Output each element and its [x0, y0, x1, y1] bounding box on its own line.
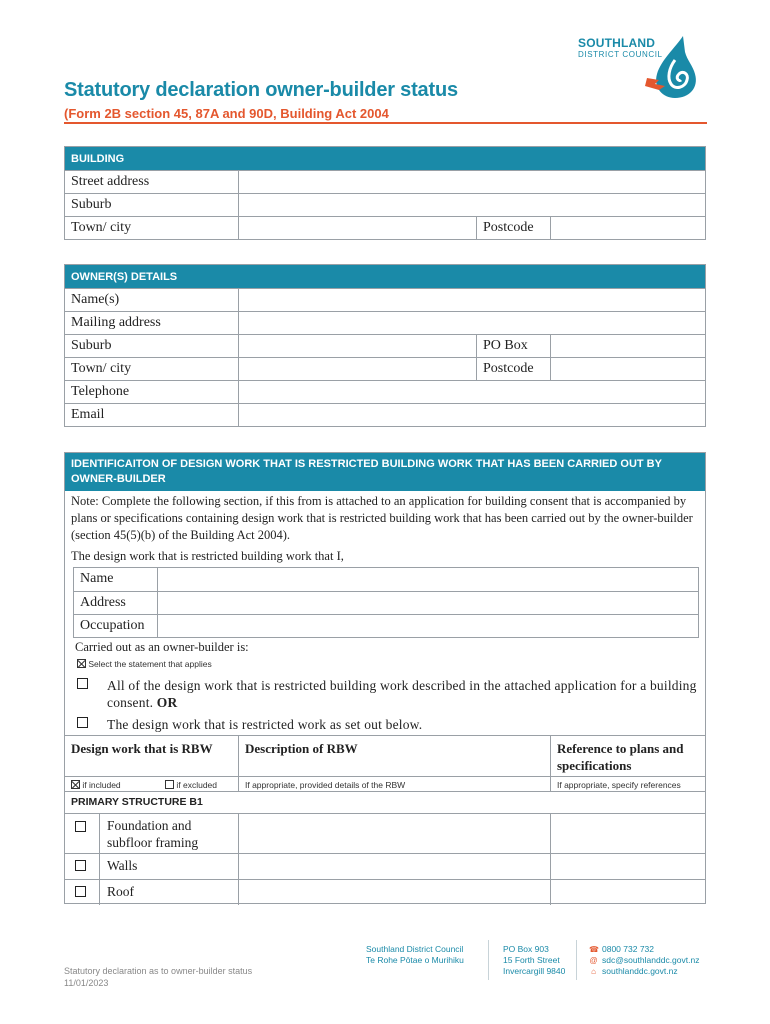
suburb-label: Suburb	[65, 194, 239, 216]
town-city-field[interactable]	[239, 217, 477, 239]
email-label: Email	[65, 404, 239, 426]
statement-1-text: All of the design work that is restricted building work described in the attached application for a building consent.	[107, 678, 697, 710]
if-excluded-hint	[165, 780, 217, 790]
select-hint-text: Select the statement that applies	[88, 659, 212, 669]
rbw-col-rule	[238, 735, 239, 791]
footer-separator	[576, 940, 577, 980]
po-box-field[interactable]	[551, 335, 705, 357]
owner-postcode-label: Postcode	[477, 358, 551, 380]
footer-separator	[488, 940, 489, 980]
reference-hint: If appropriate, specify references	[557, 780, 681, 790]
roof-reference-field[interactable]	[551, 880, 705, 904]
owners-heading: OWNER(S) DETAILS	[65, 265, 705, 288]
owner-suburb-field[interactable]	[239, 335, 477, 357]
email-icon: @	[589, 956, 598, 965]
names-label: Name(s)	[65, 289, 239, 311]
footer-city: Invercargill 9840	[503, 966, 566, 976]
footer-contact	[589, 944, 699, 977]
item-roof: Roof	[107, 884, 134, 899]
footer-document-info	[64, 965, 252, 989]
footer-date: 11/01/2023	[64, 978, 109, 988]
item-foundation: Foundation and subfloor framing	[107, 818, 199, 850]
rbw-col-rule	[550, 735, 551, 791]
identification-intro: The design work that is restricted building work that I,	[71, 549, 344, 563]
designer-occupation-field[interactable]	[158, 615, 698, 637]
designer-name-field[interactable]	[158, 568, 698, 591]
owner-suburb-label: Suburb	[65, 335, 239, 357]
footer-street: 15 Forth Street	[503, 955, 560, 965]
rbw-table-rule	[65, 791, 705, 792]
statement-2: The design work that is restricted work as set out below.	[107, 717, 423, 732]
rbw-table-top-rule	[65, 735, 705, 736]
street-address-label: Street address	[65, 171, 239, 193]
page-subtitle: (Form 2B section 45, 87A and 90D, Building Act 2004	[64, 106, 389, 121]
telephone-field[interactable]	[239, 381, 705, 403]
footer-phone[interactable]: 0800 732 732	[602, 944, 654, 954]
designer-address-field[interactable]	[158, 592, 698, 614]
postcode-field[interactable]	[551, 217, 705, 239]
designer-table	[73, 567, 699, 638]
description-hint: If appropriate, provided details of the RBW	[245, 780, 406, 790]
po-box-label: PO Box	[477, 335, 551, 357]
mailing-address-label: Mailing address	[65, 312, 239, 334]
designer-occupation-label: Occupation	[74, 615, 158, 637]
logo-name: SOUTHLAND	[578, 36, 656, 50]
designer-address-label: Address	[74, 592, 158, 614]
checked-box-icon	[71, 780, 80, 789]
col-description: Description of RBW	[245, 741, 358, 756]
postcode-label: Postcode	[477, 217, 551, 239]
walls-checkbox[interactable]	[75, 860, 86, 871]
owner-town-label: Town/ city	[65, 358, 239, 380]
select-hint	[77, 659, 212, 669]
footer-council	[366, 944, 464, 966]
item-col-rule	[99, 813, 100, 905]
col-design-work: Design work that is RBW	[71, 741, 213, 756]
title-divider	[64, 122, 707, 124]
if-excluded-text: if excluded	[176, 780, 218, 790]
footer-po-box: PO Box 903	[503, 944, 549, 954]
logo-subtitle: DISTRICT COUNCIL	[578, 50, 663, 59]
footer-address	[503, 944, 565, 977]
identification-note: Note: Complete the following section, if this from is attached to an application for building consent that is accompanied by plans or specifications containing design work that is restricted building work that has been carried out by the owner-builder (section 45(5)(b) of the Building Act 2004).	[71, 494, 693, 542]
if-included-text: if included	[82, 780, 121, 790]
checked-box-icon	[77, 659, 86, 668]
walls-description-field[interactable]	[239, 854, 550, 879]
footer-email[interactable]: sdc@southlanddc.govt.nz	[602, 955, 700, 965]
roof-description-field[interactable]	[239, 880, 550, 904]
footer-website[interactable]: southlanddc.govt.nz	[602, 966, 678, 976]
footer-council-maori: Te Rohe Pōtae o Murihiku	[366, 955, 464, 965]
foundation-description-field[interactable]	[239, 814, 550, 853]
home-icon: ⌂	[591, 967, 596, 976]
names-field[interactable]	[239, 289, 705, 311]
statement-1-or: OR	[156, 695, 178, 710]
footer-council-name: Southland District Council	[366, 944, 464, 954]
owner-town-field[interactable]	[239, 358, 477, 380]
designer-name-label: Name	[74, 568, 158, 591]
suburb-field[interactable]	[239, 194, 705, 216]
building-heading: BUILDING	[65, 147, 705, 170]
col-reference: Reference to plans and specifications	[557, 741, 684, 773]
owner-postcode-field[interactable]	[551, 358, 705, 380]
walls-reference-field[interactable]	[551, 854, 705, 879]
page-title: Statutory declaration owner-builder status	[64, 79, 458, 101]
primary-structure-heading: PRIMARY STRUCTURE B1	[71, 796, 203, 808]
mailing-address-field[interactable]	[239, 312, 705, 334]
phone-icon: ☎	[589, 945, 599, 954]
street-address-field[interactable]	[239, 171, 705, 193]
owners-section	[64, 264, 706, 427]
footer-doc-title: Statutory declaration as to owner-builder status	[64, 966, 253, 976]
carried-out-label: Carried out as an owner-builder is:	[75, 640, 249, 654]
telephone-label: Telephone	[65, 381, 239, 403]
if-included-hint	[71, 780, 121, 790]
rbw-table-rule	[65, 776, 705, 777]
building-section	[64, 146, 706, 240]
statement-1-checkbox[interactable]	[77, 678, 88, 689]
email-field[interactable]	[239, 404, 705, 426]
statement-2-checkbox[interactable]	[77, 717, 88, 728]
identification-section	[64, 452, 706, 904]
statement-1	[107, 677, 697, 711]
roof-checkbox[interactable]	[75, 886, 86, 897]
empty-box-icon	[165, 780, 174, 789]
foundation-checkbox[interactable]	[75, 821, 86, 832]
item-walls: Walls	[107, 858, 138, 873]
foundation-reference-field[interactable]	[551, 814, 705, 853]
identification-heading: IDENTIFICAITON OF DESIGN WORK THAT IS RESTRICTED BUILDING WORK THAT HAS BEEN CARRIED OUT BY OWNER-BUILDER	[65, 453, 705, 491]
town-city-label: Town/ city	[65, 217, 239, 239]
